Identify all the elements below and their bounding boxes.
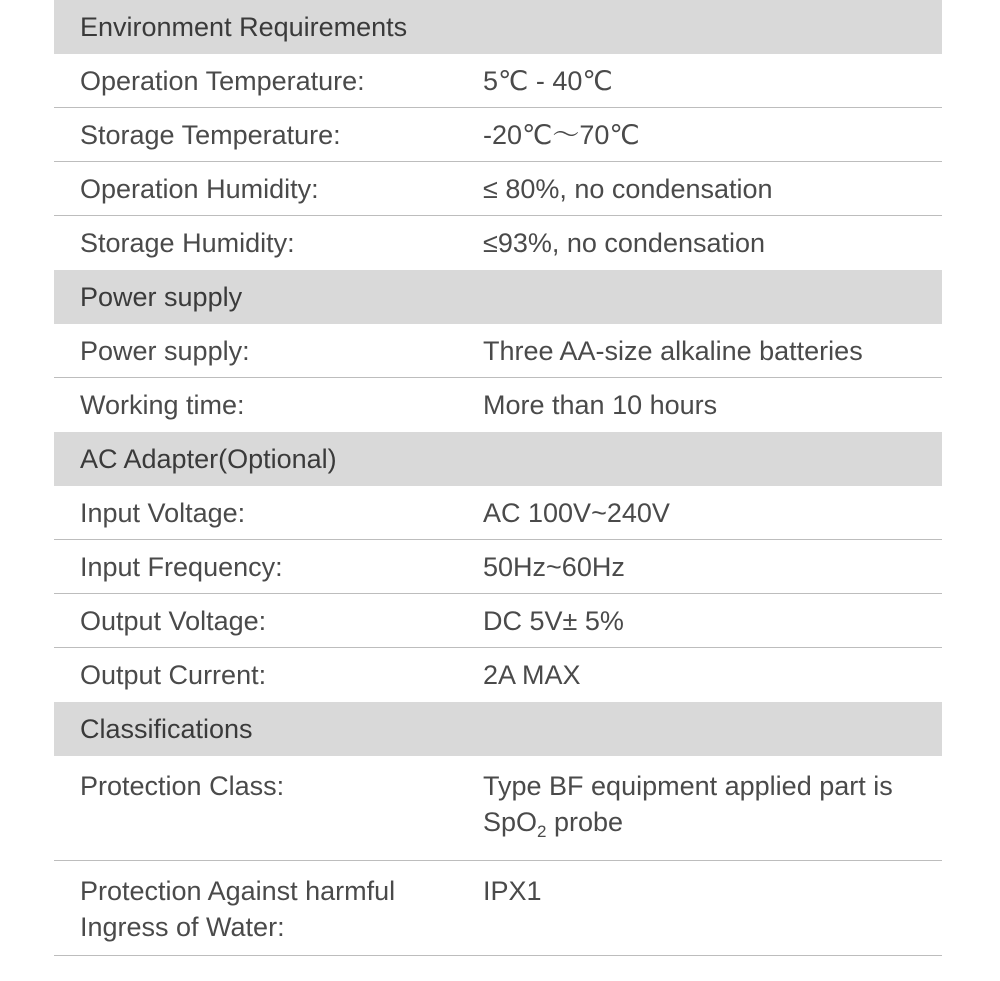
table-row	[54, 216, 942, 270]
spec-label: Output Current:	[80, 660, 267, 690]
spec-label: Output Voltage:	[80, 605, 267, 636]
spec-value: 2A MAX	[483, 660, 581, 690]
subscript-2: 2	[537, 822, 547, 841]
spec-value: More than 10 hours	[483, 390, 718, 420]
spec-label: Input Voltage:	[80, 497, 246, 528]
spec-value-line	[483, 804, 932, 850]
spec-value: ≤ 80%, no condensation	[483, 173, 773, 204]
spec-value: ≤93%, no condensation	[483, 228, 766, 258]
table-row	[54, 861, 942, 956]
table-row	[54, 54, 942, 108]
section-header-classifications: Classifications	[54, 702, 942, 756]
spec-value-line: Type BF equipment applied part is	[483, 771, 893, 801]
spec-value: -20℃～70℃	[483, 119, 640, 150]
table-row	[54, 162, 942, 216]
spec-label: Working time:	[80, 390, 245, 420]
table-row	[54, 378, 942, 432]
table-row	[54, 648, 942, 702]
spec-label: Protection Class:	[80, 771, 285, 801]
spo2-text: SpO	[483, 807, 538, 837]
spec-label: Operation Humidity:	[80, 173, 319, 204]
table-row	[54, 540, 942, 594]
spec-value: IPX1	[483, 876, 542, 906]
spec-label: Storage Humidity:	[80, 228, 295, 258]
spec-label: Storage Temperature:	[80, 119, 341, 150]
section-header-environment: Environment Requirements	[54, 0, 942, 54]
spec-label	[54, 873, 483, 945]
spec-label: Input Frequency:	[80, 551, 283, 582]
spec-value: 50Hz~60Hz	[483, 551, 625, 582]
section-header-power-supply: Power supply	[54, 270, 942, 324]
section-header-ac-adapter: AC Adapter(Optional)	[54, 432, 942, 486]
table-row	[54, 324, 942, 378]
specification-table	[54, 0, 942, 956]
spec-value: Three AA-size alkaline batteries	[483, 335, 863, 366]
table-row	[54, 756, 942, 861]
table-row	[54, 594, 942, 648]
table-row	[54, 108, 942, 162]
probe-text: probe	[546, 807, 624, 837]
spec-label: Operation Temperature:	[80, 65, 365, 96]
spec-value: 5℃ - 40℃	[483, 65, 613, 96]
spec-value: AC 100V~240V	[483, 497, 670, 528]
spec-label-line: Protection Against harmful	[80, 876, 396, 906]
spec-value: DC 5V± 5%	[483, 605, 624, 636]
spec-label: Power supply:	[80, 335, 250, 366]
table-row	[54, 486, 942, 540]
spec-label-line: Ingress of Water:	[80, 912, 285, 942]
spec-value	[483, 768, 942, 850]
